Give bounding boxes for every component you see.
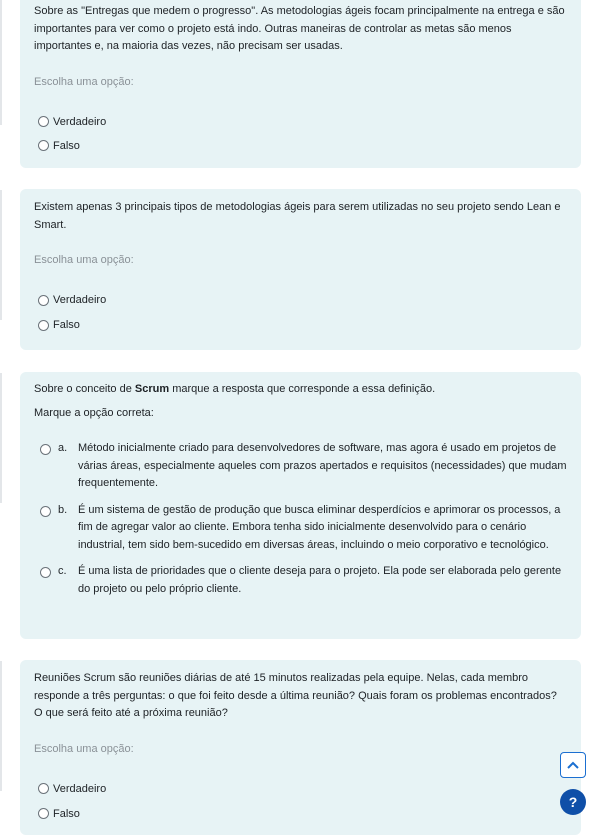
question-text-before: Sobre o conceito de	[34, 383, 135, 395]
option-false[interactable]	[34, 318, 567, 332]
radio-button[interactable]	[38, 295, 49, 306]
question-card	[20, 189, 581, 350]
question-text	[34, 381, 567, 399]
side-rail	[0, 373, 2, 503]
choose-prompt: Escolha uma opção:	[34, 75, 134, 88]
question-text: Reuniões Scrum são reuniões diárias de até 15 minutos realizadas pela equipe. Nelas, cada membro responde a três perguntas: o que foi feito desde a última reunião? Quais foram os problemas encontrados? O que será feito até a próxima reunião?	[34, 672, 557, 719]
question-card	[20, 0, 581, 168]
option-label: Falso	[53, 807, 80, 820]
option-letter: c.	[58, 565, 67, 577]
option-letter: a.	[58, 442, 68, 454]
choose-prompt: Escolha uma opção:	[34, 254, 134, 266]
option-text: É uma lista de prioridades que o cliente deseja para o projeto. Ela pode ser elaborada pelo gerente do projeto ou pelo próprio cliente.	[78, 565, 562, 595]
option-label: Falso	[53, 319, 80, 331]
option-label: Verdadeiro	[53, 115, 107, 128]
radio-button[interactable]	[40, 444, 51, 455]
question-text: Sobre as "Entregas que medem o progresso". As metodologias ágeis focam principalmente na entrega e são importantes para ver como o projeto está indo. Outras maneiras de controlar as metas são menos importantes e, na maioria das vezes, não precisam ser usadas.	[34, 5, 565, 52]
question-text: Existem apenas 3 principais tipos de metodologias ágeis para serem utilizadas no seu projeto sendo Lean e Smart.	[34, 201, 561, 231]
choose-prompt: Marque a opção correta:	[34, 406, 154, 419]
option-text: É um sistema de gestão de produção que busca eliminar desperdícios e aprimorar os processos, a fim de agregar valor ao cliente. Embora tenha sido inicialmente desenvolvido para o cenário industrial, tem sido bem-sucedido em diversas áreas, incluindo o meio corporativo e tecnológico.	[78, 503, 561, 551]
help-button[interactable]	[560, 789, 586, 815]
question-card	[20, 372, 581, 639]
radio-button[interactable]	[38, 116, 49, 127]
radio-button[interactable]	[40, 567, 51, 578]
radio-button[interactable]	[38, 140, 49, 151]
side-rail	[0, 661, 2, 791]
option-label: Verdadeiro	[53, 294, 107, 306]
back-to-top-button[interactable]	[560, 752, 586, 778]
choose-prompt: Escolha uma opção:	[34, 742, 134, 755]
option-c[interactable]	[34, 563, 567, 598]
radio-button[interactable]	[38, 320, 49, 331]
option-false[interactable]	[34, 807, 567, 821]
option-true[interactable]	[34, 293, 567, 307]
option-false[interactable]	[34, 139, 567, 153]
question-text-bold: Scrum	[134, 383, 170, 395]
side-rail	[0, 190, 2, 320]
option-label: Verdadeiro	[53, 782, 107, 795]
radio-button[interactable]	[38, 808, 49, 819]
option-letter: b.	[58, 503, 68, 516]
option-true[interactable]	[34, 782, 567, 796]
option-b[interactable]	[34, 502, 567, 555]
option-label: Falso	[53, 139, 80, 152]
option-a[interactable]	[34, 440, 567, 493]
chevron-up-icon	[567, 761, 579, 769]
radio-button[interactable]	[40, 506, 51, 517]
option-true[interactable]	[34, 115, 567, 129]
question-card	[20, 660, 581, 835]
radio-button[interactable]	[38, 783, 49, 794]
side-rail	[0, 0, 2, 125]
question-mark-icon: ?	[568, 794, 578, 810]
question-text-after: marque a resposta que corresponde a essa definição.	[169, 383, 436, 395]
option-text: Método inicialmente criado para desenvolvedores de software, mas agora é usado em projetos de várias áreas, especialmente aqueles com prazos apertados e requisitos (necessidades) que mudam frequentemente.	[78, 442, 567, 489]
